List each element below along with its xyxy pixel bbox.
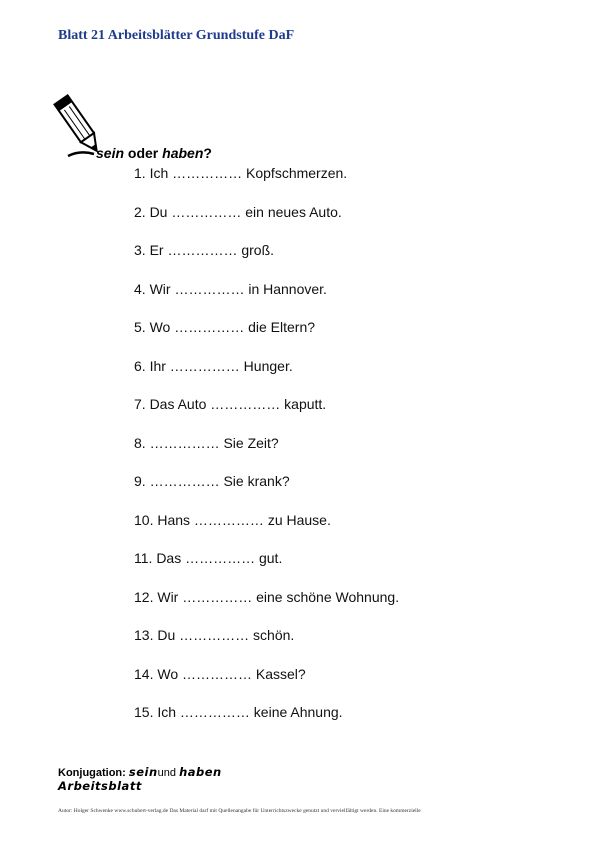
- exercise-item: 2. Du …………… ein neues Auto.: [134, 203, 342, 220]
- exercise-item: 6. Ihr …………… Hunger.: [134, 357, 293, 374]
- exercise-item: 3. Er …………… groß.: [134, 242, 275, 258]
- footer-label: Konjugation:: [58, 767, 129, 779]
- exercise-item: 12. Wir …………… eine schöne Wohnung.: [134, 588, 400, 605]
- instruction-sein: sein: [96, 145, 125, 161]
- footer-word-haben: haben: [179, 765, 222, 779]
- footer-title: [58, 766, 222, 793]
- exercise-item: 13. Du …………… schön.: [134, 627, 295, 643]
- exercise-item: 10. Hans …………… zu Hause.: [134, 511, 331, 528]
- instruction-question-mark: ?: [203, 145, 212, 161]
- exercise-item: 8. …………… Sie Zeit?: [134, 434, 279, 451]
- footer-connector: und: [157, 767, 180, 779]
- exercise-item: 14. Wo …………… Kassel?: [134, 665, 306, 682]
- page-header: Blatt 21 Arbeitsblätter Grundstufe DaF: [58, 28, 295, 43]
- exercise-item: 7. Das Auto …………… kaputt.: [134, 396, 327, 412]
- instruction: [96, 145, 212, 161]
- exercise-item: 1. Ich …………… Kopfschmerzen.: [134, 165, 348, 181]
- exercise-list: [134, 164, 399, 742]
- footer-worksheet-label: Arbeitsblatt: [58, 779, 142, 793]
- footer-credit: Autor: Holger Schwenke www.schubert-verlag.de Das Material darf mit Quellenangabe für Unterrichtszwecke genutzt und vervielfältigt werden. Eine kommerzielle: [58, 808, 421, 814]
- instruction-oder: oder: [124, 145, 163, 161]
- exercise-item: 4. Wir …………… in Hannover.: [134, 280, 327, 297]
- instruction-haben: haben: [162, 145, 204, 161]
- exercise-item: 5. Wo …………… die Eltern?: [134, 319, 316, 335]
- exercise-item: 15. Ich …………… keine Ahnung.: [134, 704, 343, 720]
- exercise-item: 9. …………… Sie krank?: [134, 473, 290, 489]
- footer-word-sein: sein: [128, 765, 158, 779]
- exercise-item: 11. Das …………… gut.: [134, 550, 283, 566]
